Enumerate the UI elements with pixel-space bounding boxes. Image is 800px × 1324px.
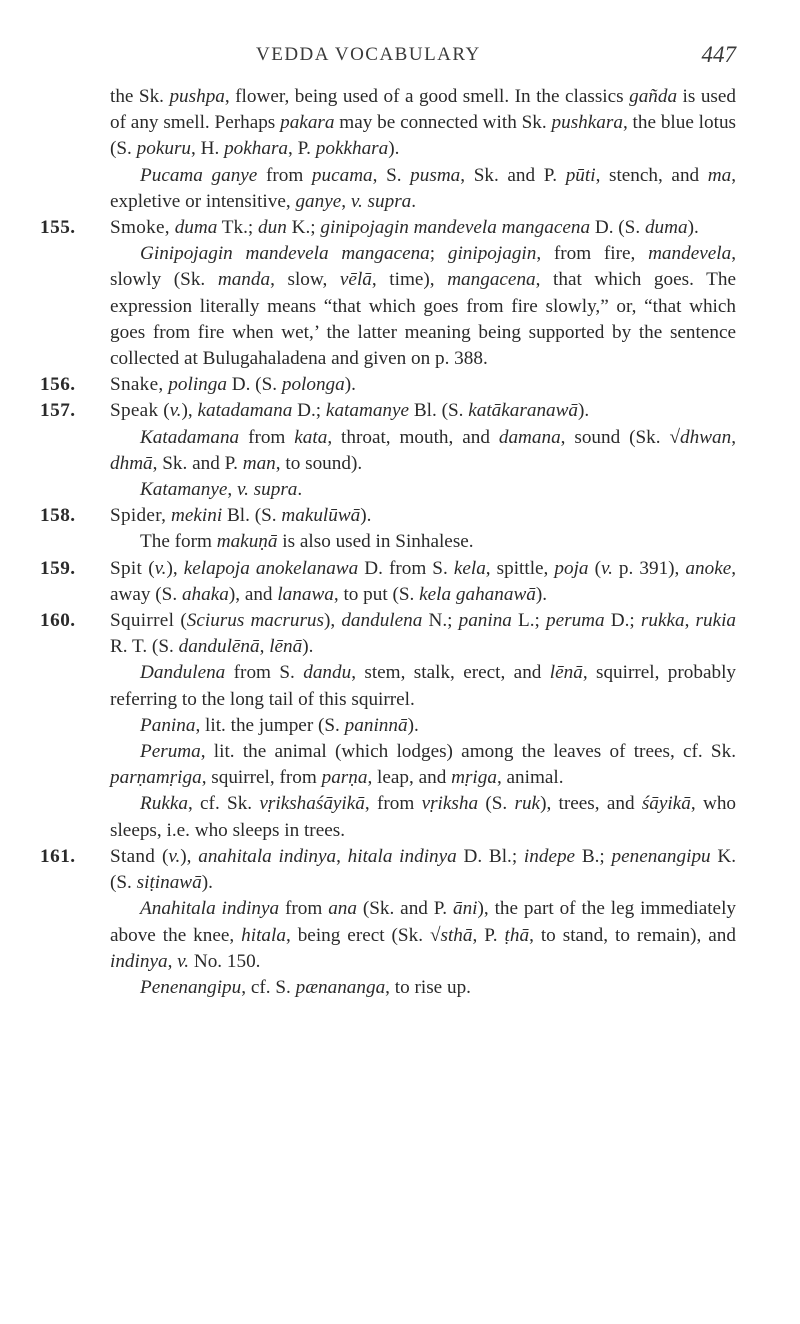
- paragraph: Panina, lit. the jumper (S. paninnā).: [140, 714, 419, 736]
- vocabulary-entry: [40, 215, 736, 241]
- entry-text: Squirrel (Sciurus macrurus), dandulena N.; panina L.; peruma D.; rukka, rukia R. T. (S. dandulēnā, lēnā).: [110, 610, 737, 658]
- entry-text: Speak (v.), katadamana D.; katamanye Bl. (S. katākaranawā).: [110, 400, 590, 422]
- paragraph: the Sk. pushpa, flower, being used of a good smell. In the classics gañda is used of any smell. Perhaps pakara may be connected with Sk. pushkara, the blue lotus (S. pokuru, H. pokhara, P. pokkhara).: [110, 86, 737, 160]
- paragraph: Penenangipu, cf. S. pænananga, to rise up.: [140, 976, 471, 998]
- entry-number: 160.: [40, 610, 76, 632]
- vocabulary-entry: [40, 398, 736, 424]
- entry-text: Smoke, duma Tk.; dun K.; ginipojagin mandevela mangacena D. (S. duma).: [110, 217, 699, 239]
- entry-number: 158.: [40, 505, 76, 527]
- body-text: [40, 84, 737, 1001]
- entry-text: Snake, polinga D. (S. polonga).: [110, 374, 356, 396]
- entry-number: 157.: [40, 400, 76, 422]
- entry-number: 155.: [40, 217, 76, 239]
- vocabulary-entry: [40, 503, 736, 529]
- paragraph: The form makuṇā is also used in Sinhalese.: [140, 531, 474, 553]
- entry-text: Spider, mekini Bl. (S. makulūwā).: [110, 505, 372, 527]
- paragraph: Ginipojagin mandevela mangacena; ginipojagin, from fire, mandevela, slowly (Sk. manda, slow, vēlā, time), mangacena, that which goes. The expression literally means “that which goes from fire slowly,” or, “that which goes from fire when wet,’ the latter meaning being supported by the sentence collected at Bulugahaladena and given on p. 388.: [110, 243, 736, 370]
- vocabulary-entry: [40, 608, 737, 660]
- vocabulary-entry: [40, 556, 737, 608]
- entry-number: 159.: [40, 557, 76, 579]
- page-number: 447: [701, 42, 736, 67]
- vocabulary-entry: [40, 844, 737, 896]
- paragraph: Dandulena from S. dandu, stem, stalk, erect, and lēnā, squirrel, probably referring to the long tail of this squirrel.: [110, 662, 736, 710]
- paragraph: Katamanye, v. supra.: [140, 479, 303, 501]
- running-header: VEDDA VOCABULARY: [256, 44, 481, 65]
- paragraph: Katadamana from kata, throat, mouth, and damana, sound (Sk. √dhwan, dhmā, Sk. and P. man, to sound).: [110, 426, 736, 474]
- entry-text: Spit (v.), kelapoja anokelanawa D. from S. kela, spittle, poja (v. p. 391), anoke, away (S. ahaka), and lanawa, to put (S. kela gahanawā).: [110, 557, 737, 605]
- paragraph: Rukka, cf. Sk. vṛikshaśāyikā, from vṛiksha (S. ruk), trees, and śāyikā, who sleeps, i.e. who sleeps in trees.: [110, 793, 737, 841]
- paragraph: Anahitala indinya from ana (Sk. and P. āni), the part of the leg immediately above the knee, hitala, being erect (Sk. √sthā, P. ṭhā, to stand, to remain), and indinya, v. No. 150.: [110, 898, 736, 972]
- paragraph: Pucama ganye from pucama, S. pusma, Sk. and P. pūti, stench, and ma, expletive or intensitive, ganye, v. supra.: [110, 164, 737, 212]
- entry-text: Stand (v.), anahitala indinya, hitala indinya D. Bl.; indepe B.; penenangipu K. (S. siṭinawā).: [110, 845, 737, 894]
- entry-number: 161.: [40, 845, 76, 867]
- entry-number: 156.: [40, 374, 76, 396]
- paragraph: Peruma, lit. the animal (which lodges) among the leaves of trees, cf. Sk. parṇamṛiga, squirrel, from parṇa, leap, and mṛiga, animal.: [110, 741, 736, 789]
- vocabulary-entry: [40, 372, 736, 398]
